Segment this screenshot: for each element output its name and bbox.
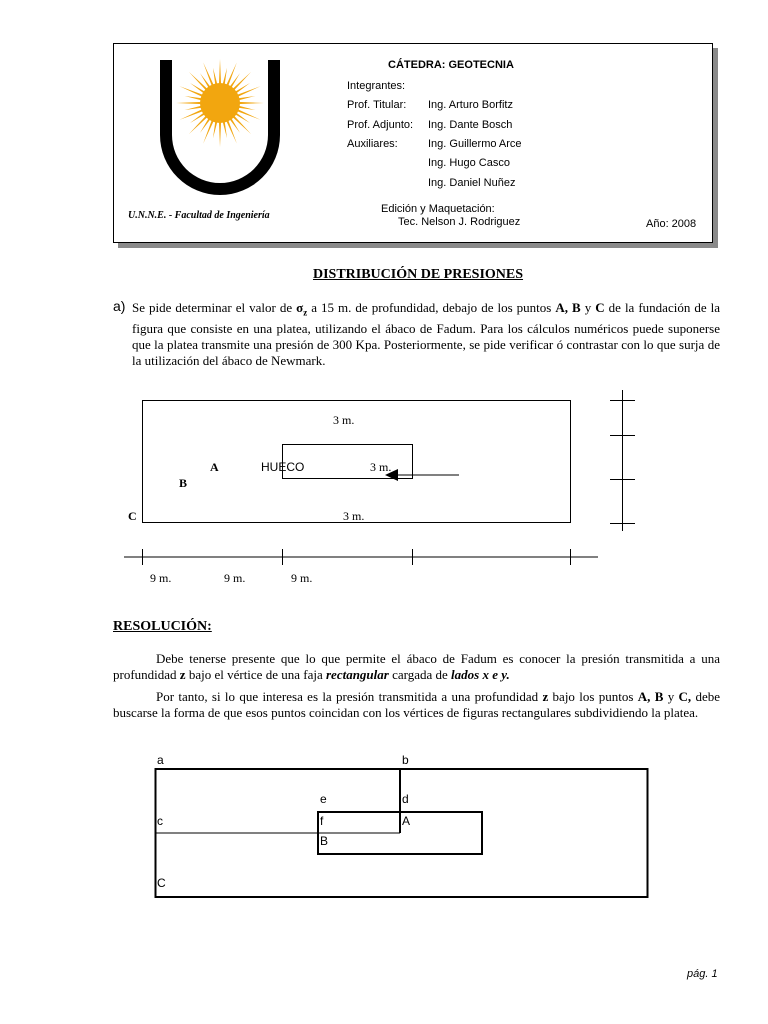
vertex-label: b bbox=[402, 753, 409, 767]
sun-ray bbox=[179, 86, 203, 97]
sun-icon bbox=[176, 59, 264, 147]
dimension-label: 3 m. bbox=[333, 413, 355, 427]
year-label: Año: 2008 bbox=[646, 218, 697, 230]
sun-ray bbox=[238, 102, 264, 104]
member-name: Ing. Hugo Casco bbox=[428, 157, 510, 169]
sun-ray bbox=[200, 117, 211, 133]
vertex-label: c bbox=[157, 814, 163, 828]
sun-ray bbox=[203, 62, 214, 86]
sun-ray bbox=[226, 62, 237, 86]
page-title: DISTRIBUCIÓN DE PRESIONES bbox=[312, 267, 524, 282]
member-name: Ing. Guillermo Arce bbox=[428, 138, 522, 150]
span-label: 9 m. bbox=[224, 571, 246, 585]
problem-text: Se pide determinar el valor de $\sigma_z$ a 15 m. de profundidad, debajo de los puntos A, B y C de la fundación de la figura que consiste en una platea, utilizando el ábaco de Fadum. Para los cálculos numéricos puede suponerse que la platea transmite una presión de 300 Kpa. Posteriormente, se pide verificar ó contrastar con lo que surja de la utilización del ábaco de Newmark. bbox=[132, 300, 721, 368]
sun-ray bbox=[237, 105, 255, 110]
institution-label: U.N.N.E. - Facultad de Ingeniería bbox=[128, 210, 270, 221]
resolution-paragraph: Por tanto, si lo que interesa es la presión transmitida a una profundidad z bajo los puntos A, B y C, debe buscarse la forma de que esos puntos coincidan con los vértices de figuras rectangulares subdividiendo la platea. bbox=[113, 689, 721, 720]
sun-ray bbox=[176, 102, 202, 104]
edition-name: Tec. Nelson J. Rodriguez bbox=[398, 216, 521, 228]
span-label: 9 m. bbox=[291, 571, 313, 585]
sun-ray bbox=[219, 59, 221, 85]
sun-ray bbox=[234, 112, 250, 123]
point-c-label: C bbox=[128, 509, 137, 523]
sun-ray bbox=[190, 112, 206, 123]
unne-logo bbox=[150, 55, 290, 205]
member-name: Ing. Daniel Nuñez bbox=[428, 177, 516, 189]
sun-ray bbox=[219, 121, 221, 147]
integrantes-label: Integrantes: bbox=[347, 80, 406, 92]
vertex-label: a bbox=[157, 753, 164, 767]
vertex-label: e bbox=[320, 792, 327, 806]
sun-ray bbox=[234, 83, 250, 94]
sun-ray bbox=[203, 119, 214, 143]
role-label: Prof. Titular: bbox=[347, 99, 407, 111]
vertex-label: A bbox=[402, 814, 411, 828]
sun-ray bbox=[200, 73, 211, 89]
vertex-label: B bbox=[320, 834, 329, 848]
problem-marker: a) bbox=[113, 298, 126, 314]
sun-ray bbox=[213, 68, 218, 86]
sun-ray bbox=[226, 119, 237, 143]
dimension-label: 3 m. bbox=[343, 509, 365, 523]
sun-ray bbox=[179, 109, 203, 120]
page-number: pág. 1 bbox=[687, 968, 718, 980]
figure1-diagram bbox=[110, 385, 650, 600]
role-label: Prof. Adjunto: bbox=[347, 119, 414, 131]
resolution-heading: RESOLUCIÓN: bbox=[113, 619, 212, 634]
point-b-label: B bbox=[179, 476, 188, 490]
sun-ray bbox=[222, 120, 227, 138]
vertex-label: C bbox=[157, 876, 166, 890]
sun-ray bbox=[236, 86, 260, 97]
sun-ray bbox=[222, 68, 227, 86]
role-label: Auxiliares: bbox=[347, 138, 398, 150]
vertex-label: f bbox=[320, 814, 324, 828]
sun-ray bbox=[237, 96, 255, 101]
point-a-label: A bbox=[210, 460, 219, 474]
dimension-label: 3 m. bbox=[370, 460, 392, 474]
sun-ray bbox=[185, 96, 203, 101]
platea-outline bbox=[143, 401, 571, 523]
sun-ray bbox=[236, 109, 260, 120]
sun-ray bbox=[190, 83, 206, 94]
member-name: Ing. Arturo Borfitz bbox=[428, 99, 513, 111]
sun-ray bbox=[229, 117, 240, 133]
resolution-paragraph: Debe tenerse presente que lo que permite el ábaco de Fadum es conocer la presión transmitida a una profundidad z bajo el vértice de una faja rectangular cargada de lados x e y. bbox=[113, 651, 720, 682]
hueco-label: HUECO bbox=[261, 460, 305, 474]
sun-ray bbox=[185, 105, 203, 110]
sun-ray bbox=[213, 120, 218, 138]
figure2-diagram bbox=[150, 760, 660, 905]
catedra-title: CÁTEDRA: GEOTECNIA bbox=[388, 59, 514, 71]
edition-label: Edición y Maquetación: bbox=[381, 203, 495, 215]
vertex-label: d bbox=[402, 792, 409, 806]
span-label: 9 m. bbox=[150, 571, 172, 585]
sun-ray bbox=[229, 73, 240, 89]
member-name: Ing. Dante Bosch bbox=[428, 119, 513, 131]
